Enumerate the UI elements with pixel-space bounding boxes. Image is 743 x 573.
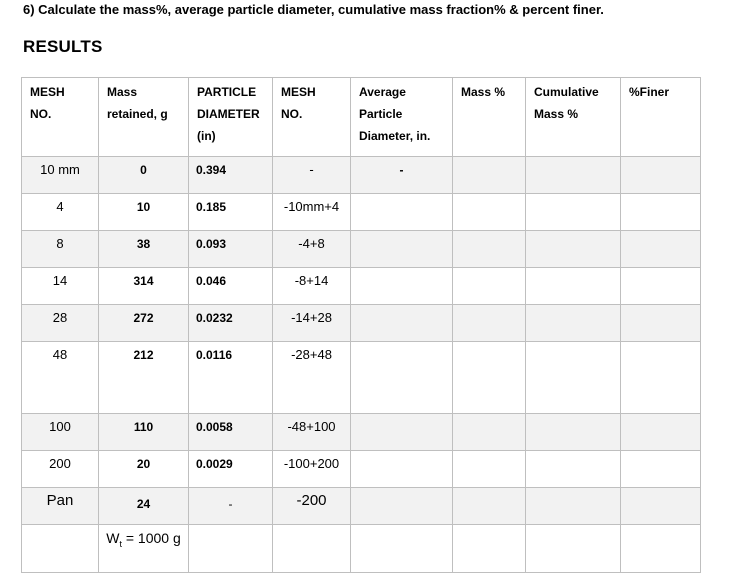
cell-mass-percent <box>453 194 526 231</box>
cell-mass: 24 <box>99 488 189 525</box>
table-row <box>22 231 701 268</box>
cell-diameter: 0.0232 <box>189 305 273 342</box>
cell-mass-percent <box>453 157 526 194</box>
cell-average <box>351 342 453 414</box>
cell-diameter: 0.0029 <box>189 451 273 488</box>
cell-cumulative <box>526 194 621 231</box>
header-mass-retained: Mass retained, g <box>99 78 189 157</box>
total-symbol: W <box>106 530 120 546</box>
cell-mesh: Pan <box>22 488 99 525</box>
cell-diameter: - <box>189 488 273 525</box>
table-row <box>22 342 701 414</box>
cell-finer <box>621 451 701 488</box>
header-mass-percent: Mass % <box>453 78 526 157</box>
cell-mass: 0 <box>99 157 189 194</box>
header-percent-finer: %Finer <box>621 78 701 157</box>
cell-mass: 110 <box>99 414 189 451</box>
cell-average <box>351 268 453 305</box>
table-row <box>22 488 701 525</box>
cell-diameter: 0.185 <box>189 194 273 231</box>
cell-range: -48+100 <box>273 414 351 451</box>
cell-mass: 20 <box>99 451 189 488</box>
table-row <box>22 157 701 194</box>
cell-mass-percent <box>453 342 526 414</box>
cell-mesh: 28 <box>22 305 99 342</box>
cell-range: -8+14 <box>273 268 351 305</box>
cell-finer <box>621 194 701 231</box>
cell-average <box>351 194 453 231</box>
cell-mass-percent <box>453 414 526 451</box>
cell-diameter: 0.394 <box>189 157 273 194</box>
question-text: 6) Calculate the mass%, average particle diameter, cumulative mass fraction% & percent finer. <box>23 2 604 17</box>
table-row <box>22 305 701 342</box>
cell-mass-percent <box>453 451 526 488</box>
cell-cumulative <box>526 231 621 268</box>
cell-diameter: 0.0116 <box>189 342 273 414</box>
cell-cumulative <box>526 414 621 451</box>
cell-mesh: 200 <box>22 451 99 488</box>
cell-mesh: 14 <box>22 268 99 305</box>
cell-mass: 272 <box>99 305 189 342</box>
cell-empty <box>189 525 273 573</box>
table-row <box>22 268 701 305</box>
cell-finer <box>621 268 701 305</box>
cell-average <box>351 231 453 268</box>
cell-empty <box>621 525 701 573</box>
cell-finer <box>621 231 701 268</box>
cell-total-mass <box>99 525 189 573</box>
cell-range: -100+200 <box>273 451 351 488</box>
cell-cumulative <box>526 157 621 194</box>
cell-mass: 38 <box>99 231 189 268</box>
table-row-total <box>22 525 701 573</box>
cell-range: -10mm+4 <box>273 194 351 231</box>
cell-range: -14+28 <box>273 305 351 342</box>
header-average-diameter: Average Particle Diameter, in. <box>351 78 453 157</box>
cell-mesh: 10 mm <box>22 157 99 194</box>
cell-mass-percent <box>453 231 526 268</box>
table-row <box>22 414 701 451</box>
cell-cumulative <box>526 451 621 488</box>
results-heading: RESULTS <box>23 37 103 56</box>
header-mesh-no: MESH NO. <box>22 78 99 157</box>
header-particle-diameter: PARTICLE DIAMETER (in) <box>189 78 273 157</box>
cell-mass: 10 <box>99 194 189 231</box>
cell-mass: 212 <box>99 342 189 414</box>
header-cumulative-mass-percent: Cumulative Mass % <box>526 78 621 157</box>
cell-mesh: 48 <box>22 342 99 414</box>
cell-finer <box>621 342 701 414</box>
header-mesh-range: MESH NO. <box>273 78 351 157</box>
cell-cumulative <box>526 488 621 525</box>
cell-mass-percent <box>453 488 526 525</box>
cell-empty <box>453 525 526 573</box>
table-row <box>22 451 701 488</box>
cell-average <box>351 305 453 342</box>
cell-cumulative <box>526 268 621 305</box>
cell-mass: 314 <box>99 268 189 305</box>
cell-average <box>351 488 453 525</box>
cell-average <box>351 414 453 451</box>
cell-diameter: 0.093 <box>189 231 273 268</box>
cell-finer <box>621 305 701 342</box>
cell-empty <box>351 525 453 573</box>
cell-finer <box>621 414 701 451</box>
cell-finer <box>621 157 701 194</box>
cell-mass-percent <box>453 268 526 305</box>
cell-finer <box>621 488 701 525</box>
cell-empty <box>22 525 99 573</box>
cell-range: -200 <box>273 488 351 525</box>
total-value: = 1000 g <box>121 530 181 546</box>
cell-average <box>351 451 453 488</box>
cell-diameter: 0.046 <box>189 268 273 305</box>
total-subscript: t <box>119 538 122 549</box>
results-table <box>21 77 701 573</box>
cell-mesh: 4 <box>22 194 99 231</box>
cell-diameter: 0.0058 <box>189 414 273 451</box>
cell-average: - <box>351 157 453 194</box>
cell-range: -4+8 <box>273 231 351 268</box>
cell-cumulative <box>526 305 621 342</box>
cell-mesh: 100 <box>22 414 99 451</box>
cell-empty <box>273 525 351 573</box>
table-row <box>22 194 701 231</box>
cell-empty <box>526 525 621 573</box>
cell-range: -28+48 <box>273 342 351 414</box>
cell-mass-percent <box>453 305 526 342</box>
cell-range: - <box>273 157 351 194</box>
cell-cumulative <box>526 342 621 414</box>
table-header-row <box>22 78 701 157</box>
cell-mesh: 8 <box>22 231 99 268</box>
